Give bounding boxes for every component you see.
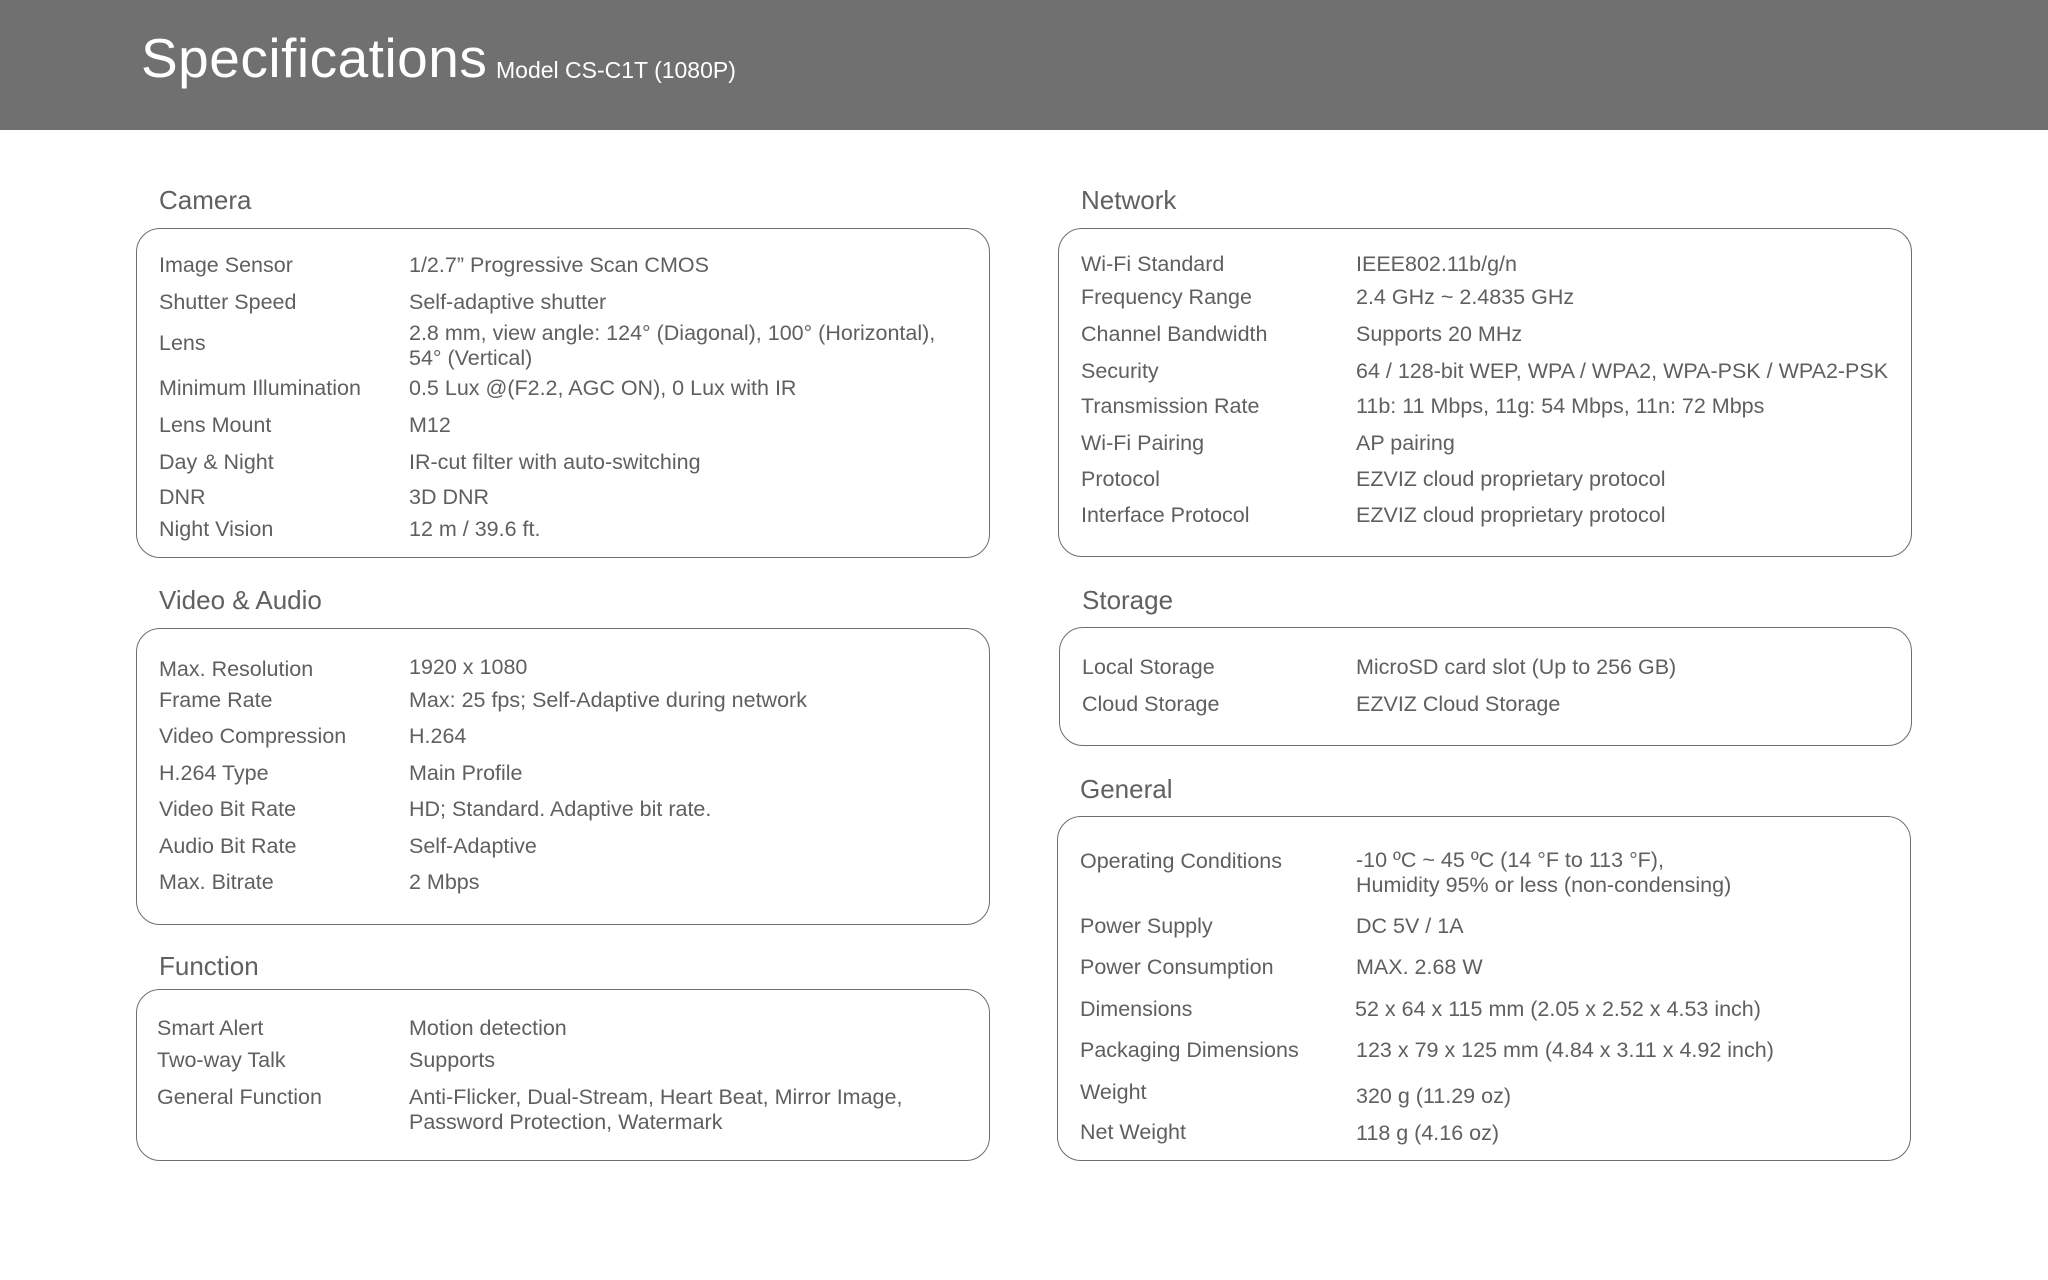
storage-section-title: Storage: [1082, 585, 1174, 615]
spec-label: Operating Conditions: [1080, 849, 1282, 873]
spec-value: -10 ºC ~ 45 ºC (14 °F to 113 °F),: [1356, 848, 1664, 872]
spec-value: 1920 x 1080: [409, 655, 528, 679]
spec-value: 0.5 Lux @(F2.2, AGC ON), 0 Lux with IR: [409, 376, 797, 400]
spec-value: 64 / 128-bit WEP, WPA / WPA2, WPA-PSK / WPA2-PSK: [1356, 359, 1889, 383]
spec-label: Max. Resolution: [159, 657, 314, 681]
spec-label: Net Weight: [1080, 1120, 1186, 1144]
spec-label: DNR: [159, 485, 206, 509]
spec-value: IR-cut filter with auto-switching: [409, 450, 701, 474]
spec-label: Local Storage: [1082, 655, 1215, 679]
spec-value: H.264: [409, 724, 467, 748]
video-audio-section-title: Video & Audio: [159, 585, 322, 615]
model-name: Model CS-C1T (1080P): [496, 57, 736, 83]
spec-value: DC 5V / 1A: [1356, 914, 1464, 938]
spec-value: 12 m / 39.6 ft.: [409, 517, 541, 541]
function-spec-box: [136, 989, 990, 1161]
storage-spec-box: [1059, 627, 1912, 746]
spec-label: Dimensions: [1080, 997, 1193, 1021]
spec-label: Wi-Fi Standard: [1081, 252, 1225, 276]
spec-label: Night Vision: [159, 517, 274, 541]
spec-value: M12: [409, 413, 451, 437]
spec-value: AP pairing: [1356, 431, 1455, 455]
spec-value: IEEE802.11b/g/n: [1356, 252, 1517, 276]
spec-value: HD; Standard. Adaptive bit rate.: [409, 797, 712, 821]
spec-value: 3D DNR: [409, 485, 490, 509]
spec-label: Power Supply: [1080, 914, 1213, 938]
spec-label: Wi-Fi Pairing: [1081, 431, 1205, 455]
spec-value: 320 g (11.29 oz): [1356, 1084, 1511, 1108]
spec-value: EZVIZ cloud proprietary protocol: [1356, 467, 1666, 491]
spec-label: Smart Alert: [157, 1016, 264, 1040]
spec-label: Video Bit Rate: [159, 797, 297, 821]
spec-value: Supports 20 MHz: [1356, 322, 1523, 346]
general-section-title: General: [1080, 774, 1173, 804]
spec-label: Packaging Dimensions: [1080, 1038, 1299, 1062]
spec-value: Main Profile: [409, 761, 523, 785]
page-title: Specifications: [141, 27, 488, 89]
spec-label: Video Compression: [159, 724, 347, 748]
spec-value: 2.8 mm, view angle: 124° (Diagonal), 100° (Horizontal),: [409, 321, 936, 345]
spec-value: Max: 25 fps; Self-Adaptive during network: [409, 688, 807, 712]
spec-value: 52 x 64 x 115 mm (2.05 x 2.52 x 4.53 inch): [1355, 997, 1761, 1021]
spec-value: 11b: 11 Mbps, 11g: 54 Mbps, 11n: 72 Mbps: [1356, 394, 1765, 418]
spec-value: Password Protection, Watermark: [409, 1110, 723, 1134]
spec-value: Supports: [409, 1048, 496, 1072]
network-section-title: Network: [1081, 185, 1177, 215]
spec-label: Weight: [1080, 1080, 1147, 1104]
spec-label: Max. Bitrate: [159, 870, 274, 894]
spec-label: Channel Bandwidth: [1081, 322, 1268, 346]
spec-value: MAX. 2.68 W: [1356, 955, 1483, 979]
spec-value: 2.4 GHz ~ 2.4835 GHz: [1356, 285, 1575, 309]
spec-label: Cloud Storage: [1082, 692, 1220, 716]
spec-label: Transmission Rate: [1081, 394, 1260, 418]
spec-label: H.264 Type: [159, 761, 269, 785]
spec-value: 118 g (4.16 oz): [1356, 1121, 1500, 1145]
spec-label: Frequency Range: [1081, 285, 1252, 309]
spec-label: Audio Bit Rate: [159, 834, 297, 858]
spec-value: Anti-Flicker, Dual-Stream, Heart Beat, Mirror Image,: [409, 1085, 903, 1109]
spec-label: Minimum Illumination: [159, 376, 361, 400]
spec-label: Shutter Speed: [159, 290, 297, 314]
spec-label: Power Consumption: [1080, 955, 1274, 979]
spec-label: Day & Night: [159, 450, 274, 474]
spec-value: Self-adaptive shutter: [409, 290, 607, 314]
header-bar: [0, 0, 2048, 130]
spec-value: 2 Mbps: [409, 870, 480, 894]
spec-value: EZVIZ cloud proprietary protocol: [1356, 503, 1666, 527]
spec-label: Lens: [159, 331, 206, 355]
spec-label: Interface Protocol: [1081, 503, 1250, 527]
spec-value: EZVIZ Cloud Storage: [1356, 692, 1561, 716]
spec-label: Security: [1081, 359, 1159, 383]
spec-value: Humidity 95% or less (non-condensing): [1356, 873, 1732, 897]
spec-value: Motion detection: [409, 1016, 567, 1040]
spec-value: 1/2.7” Progressive Scan CMOS: [409, 253, 709, 277]
camera-section-title: Camera: [159, 185, 252, 215]
spec-label: General Function: [157, 1085, 322, 1109]
spec-value: 123 x 79 x 125 mm (4.84 x 3.11 x 4.92 inch): [1356, 1038, 1774, 1062]
spec-label: Frame Rate: [159, 688, 273, 712]
spec-value: Self-Adaptive: [409, 834, 537, 858]
spec-label: Lens Mount: [159, 413, 272, 437]
function-section-title: Function: [159, 951, 259, 981]
spec-value: 54° (Vertical): [409, 346, 533, 370]
spec-label: Two-way Talk: [157, 1048, 286, 1072]
spec-label: Image Sensor: [159, 253, 293, 277]
spec-label: Protocol: [1081, 467, 1160, 491]
spec-value: MicroSD card slot (Up to 256 GB): [1356, 655, 1677, 679]
